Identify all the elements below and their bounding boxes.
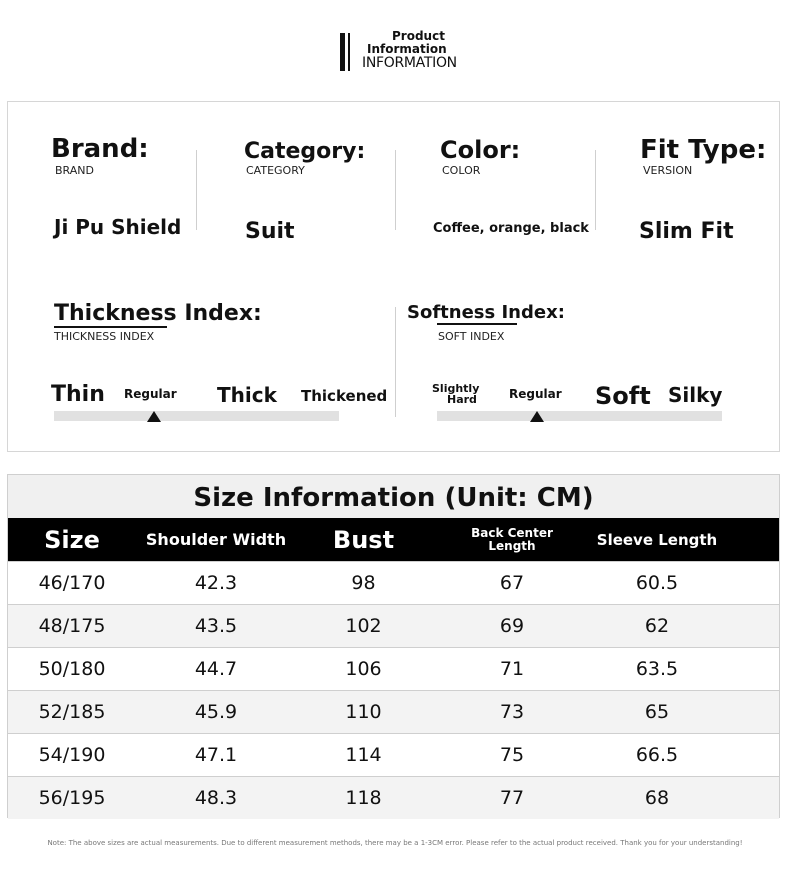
table-cell: 102 [345, 615, 382, 637]
product-info-card [7, 101, 780, 452]
table-cell: 62 [644, 615, 670, 637]
table-cell: 110 [345, 701, 382, 723]
table-cell: 46/170 [38, 572, 106, 594]
size-table-title: Size Information (Unit: CM) [8, 475, 779, 518]
section-header [340, 30, 500, 75]
table-cell: 67 [499, 572, 525, 594]
softness-scale-bar [437, 411, 722, 421]
thickness-option-thick: Thick [217, 383, 277, 407]
color-label: Color: [440, 136, 521, 164]
table-cell: 48.3 [194, 787, 238, 809]
table-cell: 66.5 [635, 744, 679, 766]
softness-option-slightly: Slightly [432, 382, 480, 395]
table-cell: 45.9 [194, 701, 238, 723]
softness-label: Softness Index: [407, 302, 565, 323]
header-title-information: Information [367, 42, 447, 56]
category-sub: CATEGORY [246, 164, 305, 177]
measurement-note: Note: The above sizes are actual measurements. Due to different measurement methods, there may be a 1-3CM error. Please refer to the actual product received. Thank you for your understanding! [47, 839, 743, 847]
header-subtitle: INFORMATION [362, 55, 457, 71]
column-header-shoulder-width: Shoulder Width [145, 530, 287, 549]
table-cell: 54/190 [38, 744, 106, 766]
table-row [8, 647, 779, 690]
brand-value: Ji Pu Shield [54, 215, 182, 239]
thickness-indicator-icon [147, 411, 161, 422]
fit-type-label: Fit Type: [640, 135, 767, 165]
thickness-sub: THICKNESS INDEX [54, 330, 155, 343]
thickness-scale-bar [54, 411, 339, 421]
table-cell: 69 [499, 615, 525, 637]
category-value: Suit [245, 219, 295, 244]
table-cell: 60.5 [635, 572, 679, 594]
brand-sub: BRAND [55, 164, 94, 177]
color-sub: COLOR [442, 164, 481, 177]
fit-type-value: Slim Fit [639, 219, 734, 244]
table-cell: 114 [345, 744, 382, 766]
table-row [8, 690, 779, 733]
softness-sub: SOFT INDEX [438, 330, 505, 343]
table-cell: 47.1 [194, 744, 238, 766]
table-cell: 106 [345, 658, 382, 680]
size-table [7, 474, 780, 818]
softness-option-hard: Hard [447, 393, 477, 406]
table-cell: 56/195 [38, 787, 106, 809]
color-value: Coffee, orange, black [433, 221, 589, 236]
softness-option-silky: Silky [668, 383, 723, 407]
divider [595, 150, 596, 230]
table-cell: 71 [499, 658, 525, 680]
table-cell: 42.3 [194, 572, 238, 594]
column-header-back-center: Back Center [471, 525, 553, 540]
column-header-sleeve-length: Sleeve Length [596, 530, 718, 549]
table-cell: 63.5 [635, 658, 679, 680]
table-cell: 48/175 [38, 615, 106, 637]
table-cell: 52/185 [38, 701, 106, 723]
table-cell: 98 [351, 572, 376, 594]
column-header-bust: Bust [332, 525, 395, 554]
column-header-length: Length [488, 538, 536, 553]
thickness-underline [54, 326, 167, 328]
size-table-header [8, 518, 779, 561]
divider [196, 150, 197, 230]
divider [395, 150, 396, 230]
table-cell: 75 [499, 744, 525, 766]
divider [395, 307, 396, 417]
table-cell: 50/180 [38, 658, 106, 680]
thickness-label: Thickness Index: [54, 301, 262, 326]
brand-label: Brand: [51, 134, 149, 164]
table-cell: 77 [499, 787, 525, 809]
table-cell: 65 [644, 701, 670, 723]
thickness-option-thin: Thin [51, 382, 105, 407]
header-bar-thick [340, 33, 345, 71]
table-cell: 43.5 [194, 615, 238, 637]
table-cell: 73 [499, 701, 525, 723]
header-title-product: Product [392, 29, 445, 43]
thickness-option-regular: Regular [124, 387, 177, 401]
softness-indicator-icon [530, 411, 544, 422]
fit-type-sub: VERSION [643, 164, 693, 177]
thickness-option-thickened: Thickened [301, 387, 388, 405]
softness-option-regular: Regular [509, 387, 562, 401]
table-cell: 68 [644, 787, 670, 809]
table-cell: 118 [345, 787, 382, 809]
softness-underline [437, 323, 517, 325]
column-header-back-center-length [431, 518, 593, 561]
column-header-size: Size [44, 525, 100, 554]
header-bar-thin [348, 33, 350, 71]
table-row [8, 561, 779, 604]
table-row [8, 604, 779, 647]
softness-option-soft: Soft [595, 382, 651, 410]
table-row [8, 733, 779, 776]
table-cell: 44.7 [194, 658, 238, 680]
table-row [8, 776, 779, 819]
category-label: Category: [244, 139, 366, 164]
